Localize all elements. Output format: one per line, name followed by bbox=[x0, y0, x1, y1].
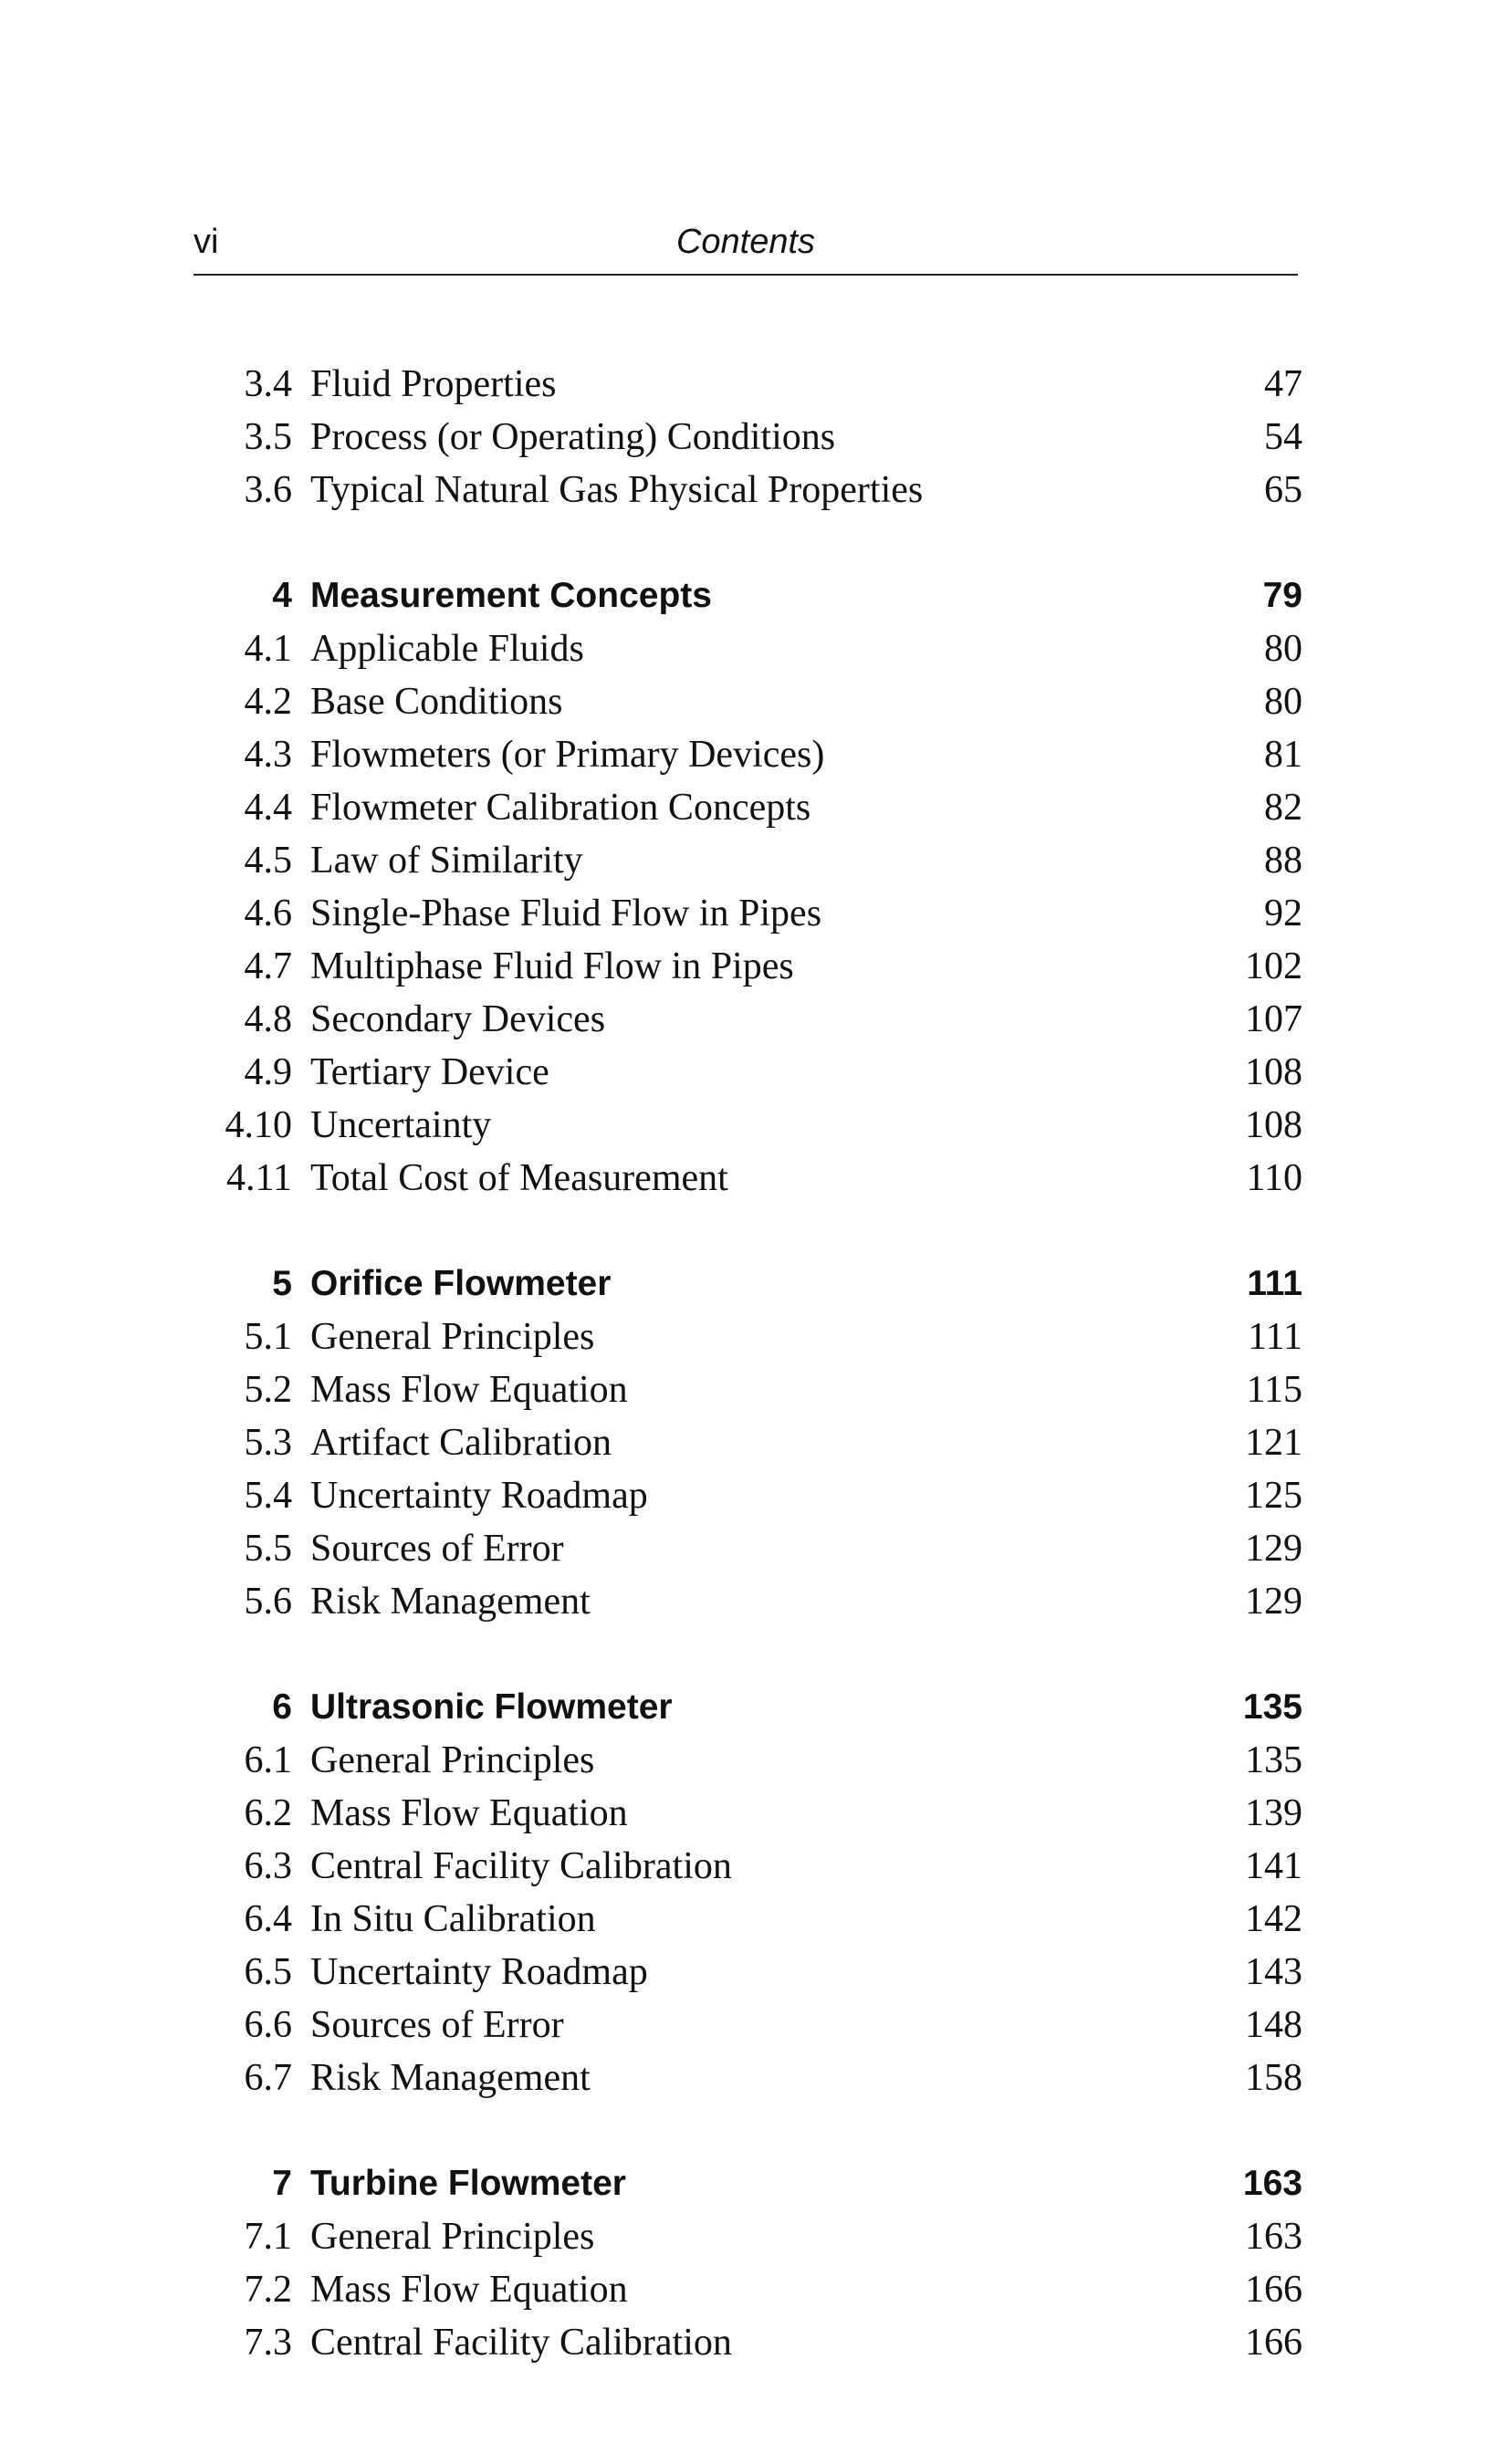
section-entry[interactable] bbox=[193, 940, 1302, 993]
chapter-heading-page-number: 111 bbox=[1247, 1264, 1302, 1303]
section-entry-number: 6.5 bbox=[244, 1951, 292, 1993]
section-entry-page-number: 129 bbox=[1245, 1581, 1302, 1623]
section-entry-title: Artifact Calibration bbox=[310, 1422, 612, 1464]
section-entry[interactable] bbox=[193, 1152, 1302, 1205]
toc-group bbox=[193, 358, 1302, 517]
section-entry-number: 6.3 bbox=[244, 1845, 292, 1887]
section-entry[interactable] bbox=[193, 1946, 1302, 1999]
section-entry-page-number: 88 bbox=[1264, 840, 1302, 882]
chapter-heading-title: Orifice Flowmeter bbox=[310, 1264, 612, 1303]
section-entry-page-number: 110 bbox=[1246, 1157, 1302, 1199]
section-entry-title: Typical Natural Gas Physical Properties bbox=[310, 469, 924, 511]
section-entry-number: 4.5 bbox=[244, 840, 292, 882]
section-entry-title: Mass Flow Equation bbox=[310, 2269, 628, 2311]
section-entry[interactable] bbox=[193, 358, 1302, 411]
section-entry-title: General Principles bbox=[310, 2216, 595, 2258]
section-entry-page-number: 82 bbox=[1264, 787, 1302, 829]
section-entry[interactable] bbox=[193, 675, 1302, 728]
table-of-contents bbox=[193, 358, 1302, 2422]
section-entry-title: Law of Similarity bbox=[310, 840, 583, 882]
section-entry[interactable] bbox=[193, 1416, 1302, 1469]
section-entry-title: Mass Flow Equation bbox=[310, 1369, 628, 1411]
section-entry-title: Sources of Error bbox=[310, 2004, 564, 2046]
chapter-heading-number: 7 bbox=[272, 2164, 292, 2203]
section-entry-number: 7.1 bbox=[244, 2216, 292, 2258]
chapter-heading-number: 5 bbox=[272, 1264, 292, 1303]
section-entry-number: 5.6 bbox=[244, 1581, 292, 1623]
toc-group bbox=[193, 1258, 1302, 1628]
section-entry-number: 3.4 bbox=[244, 363, 292, 405]
chapter-heading[interactable] bbox=[193, 1681, 1302, 1734]
section-entry-number: 4.2 bbox=[244, 681, 292, 723]
section-entry[interactable] bbox=[193, 1787, 1302, 1840]
section-entry-title: Flowmeter Calibration Concepts bbox=[310, 787, 811, 829]
section-entry-page-number: 158 bbox=[1245, 2057, 1302, 2099]
section-entry-title: Applicable Fluids bbox=[310, 628, 584, 670]
section-entry[interactable] bbox=[193, 2263, 1302, 2316]
page-header bbox=[193, 219, 1298, 276]
section-entry-page-number: 65 bbox=[1264, 469, 1302, 511]
section-entry-page-number: 111 bbox=[1248, 1316, 1302, 1358]
section-entry-title: Mass Flow Equation bbox=[310, 1792, 628, 1834]
section-entry-number: 5.2 bbox=[244, 1369, 292, 1411]
section-entry[interactable] bbox=[193, 411, 1302, 464]
section-entry-page-number: 143 bbox=[1245, 1951, 1302, 1993]
toc-group bbox=[193, 2157, 1302, 2369]
section-entry[interactable] bbox=[193, 993, 1302, 1046]
section-entry-page-number: 47 bbox=[1264, 363, 1302, 405]
section-entry-page-number: 108 bbox=[1245, 1104, 1302, 1146]
section-entry-title: General Principles bbox=[310, 1316, 595, 1358]
section-entry-page-number: 139 bbox=[1245, 1792, 1302, 1834]
section-entry-title: Process (or Operating) Conditions bbox=[310, 416, 836, 458]
section-entry[interactable] bbox=[193, 728, 1302, 781]
section-entry-number: 5.1 bbox=[244, 1316, 292, 1358]
section-entry[interactable] bbox=[193, 1734, 1302, 1787]
section-entry-title: Fluid Properties bbox=[310, 363, 557, 405]
section-entry[interactable] bbox=[193, 1999, 1302, 2052]
chapter-heading-page-number: 135 bbox=[1242, 1687, 1302, 1727]
section-entry-page-number: 166 bbox=[1245, 2322, 1302, 2364]
running-title: Contents bbox=[675, 223, 816, 261]
chapter-heading[interactable] bbox=[193, 2157, 1302, 2210]
section-entry-page-number: 135 bbox=[1245, 1739, 1302, 1781]
section-entry[interactable] bbox=[193, 2316, 1302, 2369]
section-entry[interactable] bbox=[193, 2052, 1302, 2104]
chapter-heading-number: 6 bbox=[272, 1687, 292, 1727]
section-entry-number: 6.6 bbox=[244, 2004, 292, 2046]
page-number: vi bbox=[193, 223, 219, 261]
section-entry-page-number: 80 bbox=[1264, 628, 1302, 670]
section-entry[interactable] bbox=[193, 781, 1302, 834]
section-entry-number: 4.1 bbox=[244, 628, 292, 670]
section-entry-page-number: 141 bbox=[1245, 1845, 1302, 1887]
chapter-heading-title: Ultrasonic Flowmeter bbox=[310, 1687, 673, 1727]
section-entry-number: 4.10 bbox=[225, 1104, 292, 1146]
section-entry-title: Central Facility Calibration bbox=[310, 1845, 732, 1887]
section-entry[interactable] bbox=[193, 1469, 1302, 1522]
section-entry-page-number: 121 bbox=[1245, 1422, 1302, 1464]
chapter-heading-title: Turbine Flowmeter bbox=[310, 2164, 626, 2203]
section-entry-page-number: 125 bbox=[1245, 1475, 1302, 1517]
section-entry-number: 4.9 bbox=[244, 1051, 292, 1093]
section-entry-number: 5.5 bbox=[244, 1528, 292, 1570]
section-entry-page-number: 80 bbox=[1264, 681, 1302, 723]
section-entry[interactable] bbox=[193, 1575, 1302, 1628]
section-entry-title: Uncertainty Roadmap bbox=[310, 1475, 648, 1517]
section-entry-number: 4.11 bbox=[226, 1157, 292, 1199]
section-entry-page-number: 115 bbox=[1246, 1369, 1302, 1411]
section-entry[interactable] bbox=[193, 834, 1302, 887]
section-entry-title: General Principles bbox=[310, 1739, 595, 1781]
section-entry-title: In Situ Calibration bbox=[310, 1898, 596, 1940]
section-entry[interactable] bbox=[193, 1893, 1302, 1946]
section-entry-title: Uncertainty Roadmap bbox=[310, 1951, 648, 1993]
section-entry[interactable] bbox=[193, 1840, 1302, 1893]
section-entry-number: 4.8 bbox=[244, 998, 292, 1040]
section-entry-number: 3.6 bbox=[244, 469, 292, 511]
section-entry-title: Risk Management bbox=[310, 1581, 591, 1623]
toc-group bbox=[193, 569, 1302, 1205]
section-entry-title: Base Conditions bbox=[310, 681, 563, 723]
section-entry-title: Central Facility Calibration bbox=[310, 2322, 732, 2364]
chapter-heading-number: 4 bbox=[272, 576, 292, 615]
section-entry-number: 5.4 bbox=[244, 1475, 292, 1517]
chapter-heading-title: Measurement Concepts bbox=[310, 576, 712, 615]
section-entry-number: 6.7 bbox=[244, 2057, 292, 2099]
section-entry-title: Secondary Devices bbox=[310, 998, 606, 1040]
chapter-heading-page-number: 163 bbox=[1242, 2164, 1302, 2203]
section-entry-title: Uncertainty bbox=[310, 1104, 492, 1146]
chapter-heading[interactable] bbox=[193, 1258, 1302, 1310]
section-entry-page-number: 107 bbox=[1245, 998, 1302, 1040]
section-entry[interactable] bbox=[193, 2210, 1302, 2263]
section-entry-number: 4.3 bbox=[244, 734, 292, 776]
chapter-heading-page-number: 79 bbox=[1262, 576, 1302, 615]
section-entry[interactable] bbox=[193, 1522, 1302, 1575]
section-entry-number: 5.3 bbox=[244, 1422, 292, 1464]
section-entry-page-number: 129 bbox=[1245, 1528, 1302, 1570]
section-entry-page-number: 148 bbox=[1245, 2004, 1302, 2046]
chapter-heading[interactable] bbox=[193, 569, 1302, 622]
section-entry-page-number: 54 bbox=[1264, 416, 1302, 458]
section-entry[interactable] bbox=[193, 464, 1302, 517]
section-entry-title: Sources of Error bbox=[310, 1528, 564, 1570]
section-entry-page-number: 81 bbox=[1264, 734, 1302, 776]
section-entry-title: Risk Management bbox=[310, 2057, 591, 2099]
section-entry-number: 6.1 bbox=[244, 1739, 292, 1781]
section-entry-title: Multiphase Fluid Flow in Pipes bbox=[310, 945, 794, 987]
section-entry-number: 6.4 bbox=[244, 1898, 292, 1940]
section-entry-number: 6.2 bbox=[244, 1792, 292, 1834]
section-entry[interactable] bbox=[193, 1310, 1302, 1363]
section-entry[interactable] bbox=[193, 887, 1302, 940]
section-entry-number: 3.5 bbox=[244, 416, 292, 458]
section-entry[interactable] bbox=[193, 622, 1302, 675]
section-entry-title: Total Cost of Measurement bbox=[310, 1157, 728, 1199]
section-entry-page-number: 102 bbox=[1245, 945, 1302, 987]
section-entry-title: Single-Phase Fluid Flow in Pipes bbox=[310, 893, 822, 934]
section-entry-page-number: 142 bbox=[1245, 1898, 1302, 1940]
section-entry[interactable] bbox=[193, 1046, 1302, 1099]
section-entry-title: Flowmeters (or Primary Devices) bbox=[310, 734, 825, 776]
section-entry-page-number: 108 bbox=[1245, 1051, 1302, 1093]
section-entry-number: 7.3 bbox=[244, 2322, 292, 2364]
section-entry-page-number: 166 bbox=[1245, 2269, 1302, 2311]
section-entry-number: 4.4 bbox=[244, 787, 292, 829]
section-entry-number: 7.2 bbox=[244, 2269, 292, 2311]
section-entry-number: 4.6 bbox=[244, 893, 292, 934]
section-entry-page-number: 163 bbox=[1245, 2216, 1302, 2258]
section-entry[interactable] bbox=[193, 1099, 1302, 1152]
section-entry-title: Tertiary Device bbox=[310, 1051, 549, 1093]
section-entry[interactable] bbox=[193, 1363, 1302, 1416]
toc-group bbox=[193, 1681, 1302, 2104]
section-entry-number: 4.7 bbox=[244, 945, 292, 987]
section-entry-page-number: 92 bbox=[1264, 893, 1302, 934]
